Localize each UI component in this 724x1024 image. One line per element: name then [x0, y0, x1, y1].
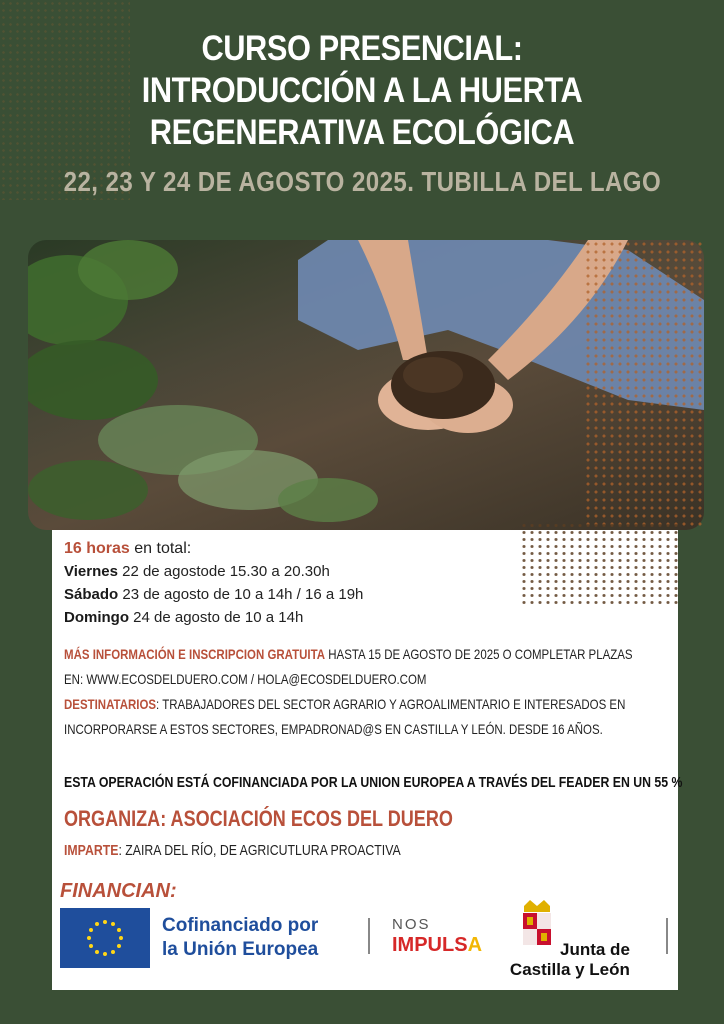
- info-line-3: [64, 692, 625, 717]
- impulsa-text: IMPULS: [392, 934, 468, 956]
- hours-rest: en total:: [129, 540, 192, 557]
- logo-divider: [368, 918, 370, 954]
- organizer-text: ORGANIZA: ASOCIACIÓN ECOS DEL DUERO: [64, 806, 453, 831]
- schedule-block: [64, 540, 363, 631]
- decorative-dots-card: [520, 522, 678, 608]
- header: [0, 28, 724, 198]
- schedule-text: 24 de agosto de 10 a 14h: [129, 609, 304, 626]
- registration-info: [64, 642, 668, 742]
- destinatarios-text-1: : TRABAJADORES DEL SECTOR AGRARIO Y AGROALIMENTARIO E INTERESADOS EN: [156, 696, 626, 712]
- instructor-text: : ZAIRA DEL RÍO, DE AGRICUTLURA PROACTIVA: [118, 842, 401, 859]
- schedule-text: 23 de agosto de 10 a 14h / 16 a 19h: [118, 586, 364, 603]
- instructor: [64, 842, 668, 859]
- eu-stars-icon: [60, 908, 150, 968]
- destinatarios-text-2: INCORPORARSE A ESTOS SECTORES, EMPADRONAD@S EN CASTILLA Y LEÓN. DESDE 16 AÑOS.: [64, 721, 603, 737]
- jcyl-line-2: Castilla y León: [509, 960, 630, 979]
- inscripcion-text: HASTA 15 DE AGOSTO DE 2025 O COMPLETAR PLAZAS: [325, 646, 633, 662]
- nos-impulsa-nos: NOS: [392, 916, 431, 933]
- schedule-item: [64, 608, 363, 628]
- eu-line-2: la Unión Europea: [162, 939, 319, 960]
- schedule-item: [64, 585, 363, 605]
- impulsa-a: A: [467, 934, 483, 956]
- info-line-1: [64, 642, 633, 667]
- jcyl-logo-text: [508, 940, 630, 980]
- logo-divider-right: [666, 918, 668, 954]
- organizer: [64, 806, 668, 832]
- eu-cofinanciado-logo-text: [162, 914, 318, 962]
- date-location: [0, 166, 724, 198]
- financian-label: FINANCIAN:: [60, 880, 177, 902]
- inscripcion-label: MÁS INFORMACIÓN E INSCRIPCION GRATUITA: [64, 646, 326, 662]
- contact-line: EN: WWW.ECOSDELDUERO.COM / HOLA@ECOSDELDUERO.COM: [64, 671, 427, 687]
- eu-line-1: Cofinanciado por: [162, 915, 319, 936]
- hours-accent: 16 horas: [64, 540, 130, 557]
- decorative-dots-right: [584, 240, 704, 530]
- title-line-3: REGENERATIVA ECOLÓGICA: [149, 113, 575, 152]
- nos-impulsa-logo: [392, 934, 482, 957]
- schedule-item: [64, 562, 363, 582]
- schedule-day: Sábado: [64, 586, 119, 603]
- course-title: [0, 28, 724, 154]
- total-hours: [64, 540, 363, 558]
- schedule-day: Viernes: [64, 563, 118, 580]
- instructor-line: [64, 842, 401, 859]
- title-line-2: INTRODUCCIÓN A LA HUERTA: [141, 71, 583, 110]
- destinatarios-label: DESTINATARIOS: [64, 696, 157, 712]
- instructor-label: IMPARTE: [64, 842, 119, 859]
- schedule-text: 22 de agostode 15.30 a 20.30h: [117, 563, 330, 580]
- date-location-text: 22, 23 Y 24 DE AGOSTO 2025. TUBILLA DEL LAGO: [63, 166, 661, 197]
- cofinanciacion-text: ESTA OPERACIÓN ESTÁ COFINANCIADA POR LA UNION EUROPEA A TRAVÉS DEL FEADER EN UN 55 %: [64, 774, 683, 791]
- cofinanciacion-statement: [64, 774, 683, 791]
- jcyl-line-1: Junta de: [560, 940, 630, 959]
- eu-flag-logo: [60, 908, 150, 968]
- schedule-day: Domingo: [64, 609, 129, 626]
- title-line-1: CURSO PRESENCIAL:: [201, 29, 523, 68]
